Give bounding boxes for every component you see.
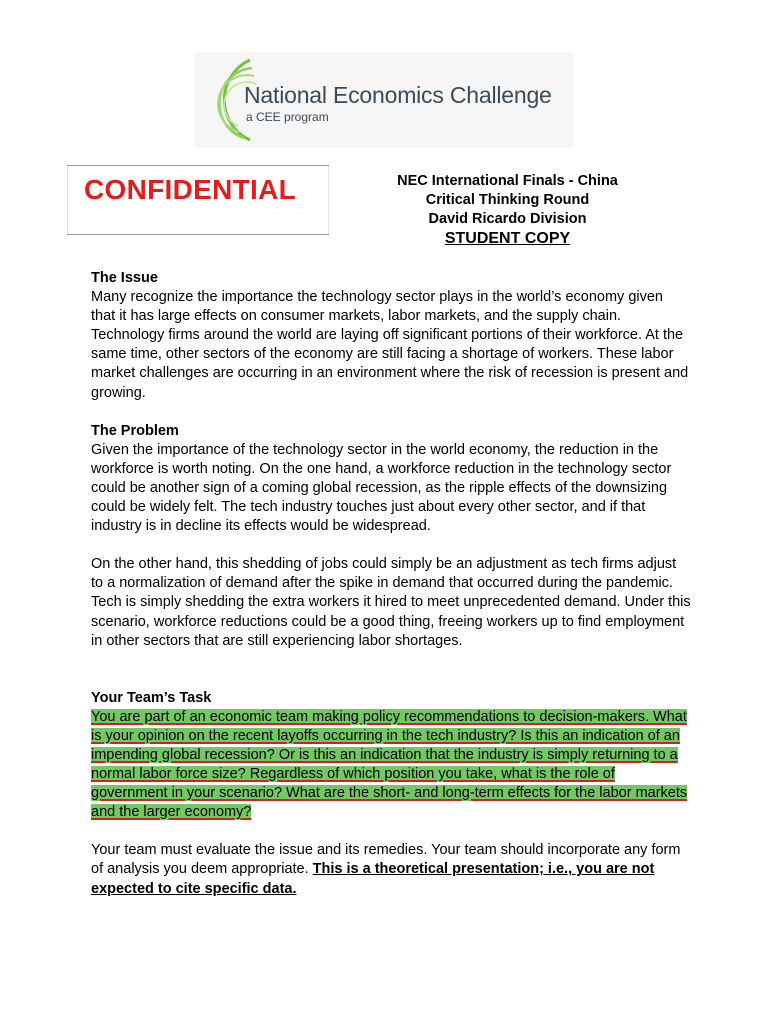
logo [194,52,574,148]
closing-text: Your team must evaluate the issue and its remedies. Your team should incorporate any form of analysis you deem appropriate. [91,842,681,878]
closing-paragraph [91,841,691,898]
logo-title: National Economics Challenge [244,82,552,108]
heading-line-3: David Ricardo Division [428,211,587,227]
task-title: Your Team’s Task [91,689,212,706]
task-paragraph [91,708,691,823]
problem-paragraph-1: Given the importance of the technology sector in the world economy, the reduction in the workforce is worth noting. On the one hand, a workforce reduction in the technology sector could be another sign of a coming global recession, as the ripple effects of the downsizing could be widely felt. The tech industry touches just about every other sector, and if that industry is in decline its effects would be widespread. [91,441,672,535]
heading-line-1: NEC International Finals - China [397,173,618,189]
problem-title: The Problem [91,422,179,439]
closing-emphasis: This is a theoretical presentation; i.e., you are not expected to cite specific data. [91,861,655,897]
document-heading [355,172,660,249]
document-body [91,269,691,899]
task-highlighted-text: You are part of an economic team making policy recommendations to decision-makers. What is your opinion on the recent layoffs occurring in the tech industry? Is this an indication of an impending global recession? Or is this an indication that the industry is simply returning to a normal labor force size? Regardless of which position you take, what is the role of government in your scenario? What are the short- and long-term effects for the labor markets and the larger economy? [91,708,688,821]
heading-line-2: Critical Thinking Round [425,192,590,208]
logo-subtitle: a CEE program [246,110,329,124]
problem-paragraph-2: On the other hand, this shedding of jobs could simply be an adjustment as tech firms adjust to a normalization of demand after the spike in demand that occurred during the pandemic. Tech is simply shedding the extra workers it hired to meet unprecedented demand. Under this scenario, workforce reductions could be a good thing, freeing workers up to find employment in other sectors that are still experiencing labor shortages. [91,556,691,649]
issue-title: The Issue [91,270,158,286]
confidential-label: CONFIDENTIAL [84,174,297,205]
confidential-box [67,165,329,235]
issue-text: Many recognize the importance the technology sector plays in the world’s economy given that it has large effects on consumer markets, labor markets, and the supply chain. Technology firms around the world are laying off significant portions of their workforce. At the same time, other sectors of the economy are still facing a shortage of workers. These labor market challenges are occurring in an environment where the risk of recession is present and growing. [91,289,689,401]
student-copy-label: STUDENT COPY [444,230,571,247]
